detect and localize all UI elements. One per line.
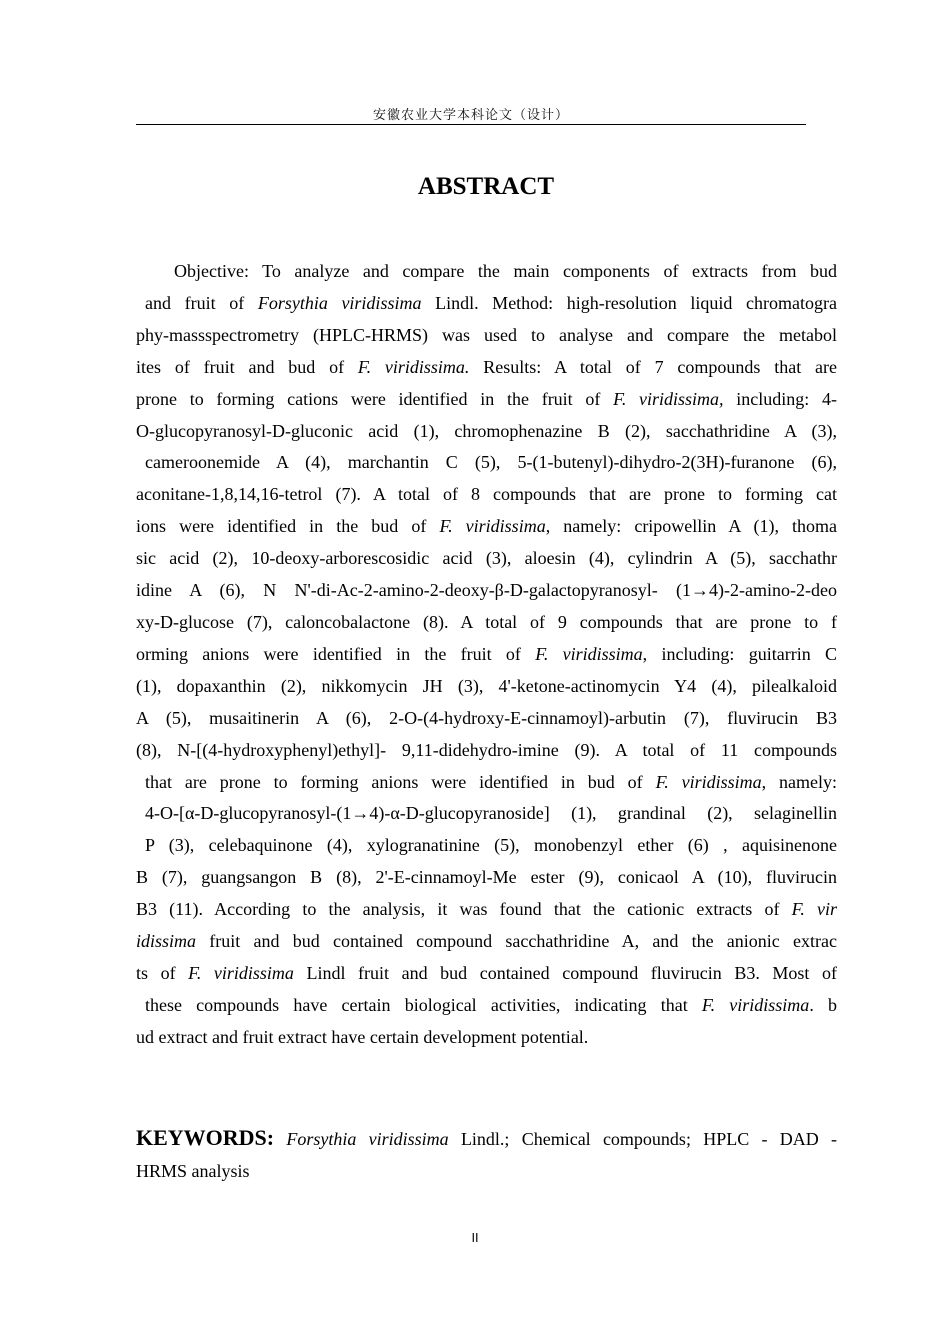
abstract-text: fruit and bud contained compound sacchathridine A, and the anionic extrac bbox=[196, 931, 837, 952]
abstract-text: , including: guitarrin C bbox=[642, 643, 837, 664]
abstract-text: . b bbox=[809, 994, 838, 1015]
abstract-line bbox=[136, 575, 837, 607]
keywords-rest: Lindl.; Chemical compounds; HPLC - DAD - bbox=[448, 1129, 837, 1149]
abstract-text: , namely: bbox=[761, 771, 837, 792]
abstract-text: Lindl fruit and bud contained compound fluvirucin B3. Most of bbox=[293, 962, 837, 983]
abstract-text: P (3), celebaquinone (4), xylogranatinine (5), monobenzyl ether (6) , aquisinenone bbox=[145, 835, 837, 856]
abstract-text: (1), dopaxanthin (2), nikkomycin JH (3), 4'-ketone-actinomycin Y4 (4), pilealkaloid bbox=[136, 675, 837, 696]
abstract-line bbox=[136, 511, 837, 543]
abstract-species-name: Forsythia viridissima bbox=[257, 292, 422, 313]
keywords-species: Forsythia viridissima bbox=[286, 1129, 449, 1149]
abstract-line bbox=[136, 416, 837, 448]
abstract-text: that are prone to forming anions were identified in bud of bbox=[145, 771, 656, 792]
abstract-text: cameroonemide A (4), marchantin C (5), 5-(1-butenyl)-dihydro-2(3H)-furanone (6), bbox=[145, 452, 837, 473]
page-header: 安徽农业大学本科论文（设计） bbox=[372, 108, 569, 123]
abstract-text: (8), N-[(4-hydroxyphenyl)ethyl]- 9,11-didehydro-imine (9). A total of 11 compounds bbox=[136, 739, 837, 760]
abstract-body bbox=[136, 256, 837, 1054]
abstract-line bbox=[136, 288, 837, 320]
keywords-line-1 bbox=[136, 1122, 837, 1155]
abstract-text: ud extract and fruit extract have certain development potential. bbox=[136, 1026, 589, 1047]
abstract-text: including: 4- bbox=[723, 388, 837, 409]
abstract-text: Lindl. Method: high-resolution liquid chromatogra bbox=[421, 292, 837, 313]
abstract-text: , namely: cripowellin A (1), thoma bbox=[545, 516, 838, 537]
abstract-species-name: F. viridissima bbox=[655, 771, 762, 792]
abstract-species-name: idissima bbox=[136, 931, 197, 952]
abstract-text: B (7), guangsangon B (8), 2'-E-cinnamoyl-Me ester (9), conicaol A (10), fluvirucin bbox=[136, 867, 837, 888]
abstract-line bbox=[136, 671, 837, 703]
abstract-line bbox=[136, 830, 837, 862]
abstract-text: sic acid (2), 10-deoxy-arborescosidic acid (3), aloesin (4), cylindrin A (5), sacchathr bbox=[136, 548, 837, 569]
abstract-text: orming anions were identified in the fruit of bbox=[136, 643, 536, 664]
abstract-line bbox=[136, 320, 837, 352]
abstract-line bbox=[136, 862, 837, 894]
abstract-line bbox=[136, 990, 837, 1022]
abstract-species-name: F. viridissima bbox=[188, 962, 294, 983]
abstract-line bbox=[136, 384, 837, 416]
abstract-line bbox=[136, 607, 837, 639]
abstract-species-name: F. viridissima. bbox=[357, 356, 470, 377]
abstract-title: ABSTRACT bbox=[417, 173, 555, 200]
abstract-line bbox=[136, 1022, 837, 1054]
header-rule bbox=[136, 124, 806, 125]
abstract-line bbox=[136, 447, 837, 479]
abstract-species-name: F. vir bbox=[791, 899, 838, 920]
abstract-text: aconitane-1,8,14,16-tetrol (7). A total of 8 compounds that are prone to forming cat bbox=[136, 484, 837, 505]
abstract-text: xy-D-glucose (7), caloncobalactone (8). A total of 9 compounds that are prone to f bbox=[136, 611, 837, 632]
abstract-text: idine A (6), N N'-di-Ac-2-amino-2-deoxy-β-D-galactopyranosyl- (1→4)-2-amino-2-deo bbox=[136, 580, 837, 601]
keywords-section bbox=[136, 1122, 837, 1187]
abstract-text: and fruit of bbox=[145, 292, 258, 313]
abstract-line bbox=[136, 767, 837, 799]
abstract-species-name: F. viridissima bbox=[535, 643, 643, 664]
abstract-line bbox=[136, 352, 837, 384]
abstract-text: 4-O-[α-D-glucopyranosyl-(1→4)-α-D-glucopyranoside] (1), grandinal (2), selaginellin bbox=[145, 803, 837, 824]
abstract-text: phy-massspectrometry (HPLC-HRMS) was used to analyse and compare the metabol bbox=[136, 324, 837, 345]
abstract-text: B3 (11). According to the analysis, it was found that the cationic extracts of bbox=[136, 899, 792, 920]
keywords-label: KEYWORDS: bbox=[136, 1125, 275, 1150]
abstract-text: O-glucopyranosyl-D-gluconic acid (1), chromophenazine B (2), sacchathridine A (3), bbox=[136, 420, 837, 441]
abstract-text: these compounds have certain biological activities, indicating that bbox=[145, 994, 702, 1015]
abstract-text: Results: A total of 7 compounds that are bbox=[469, 356, 838, 377]
abstract-line bbox=[136, 256, 837, 288]
abstract-line bbox=[136, 958, 837, 990]
abstract-species-name: F. viridissima bbox=[439, 516, 546, 537]
abstract-line bbox=[136, 703, 837, 735]
abstract-line bbox=[136, 798, 837, 830]
abstract-line bbox=[136, 735, 837, 767]
abstract-species-name: F. viridissima, bbox=[613, 388, 724, 409]
abstract-text: ites of fruit and bud of bbox=[136, 356, 358, 377]
abstract-line bbox=[136, 926, 837, 958]
abstract-text: prone to forming cations were identified in the fruit of bbox=[136, 388, 614, 409]
abstract-line bbox=[136, 479, 837, 511]
abstract-line bbox=[136, 543, 837, 575]
abstract-text: A (5), musaitinerin A (6), 2-O-(4-hydroxy-E-cinnamoyl)-arbutin (7), fluvirucin B3 bbox=[136, 707, 837, 728]
abstract-text: ions were identified in the bud of bbox=[136, 516, 440, 537]
abstract-line bbox=[136, 639, 837, 671]
abstract-line bbox=[136, 894, 837, 926]
abstract-text: ts of bbox=[136, 962, 189, 983]
keywords-line-2: HRMS analysis bbox=[136, 1161, 250, 1181]
abstract-text: Objective: To analyze and compare the main components of extracts from bud bbox=[174, 261, 837, 281]
abstract-species-name: F. viridissima bbox=[701, 994, 810, 1015]
page-number: II bbox=[471, 1231, 479, 1245]
